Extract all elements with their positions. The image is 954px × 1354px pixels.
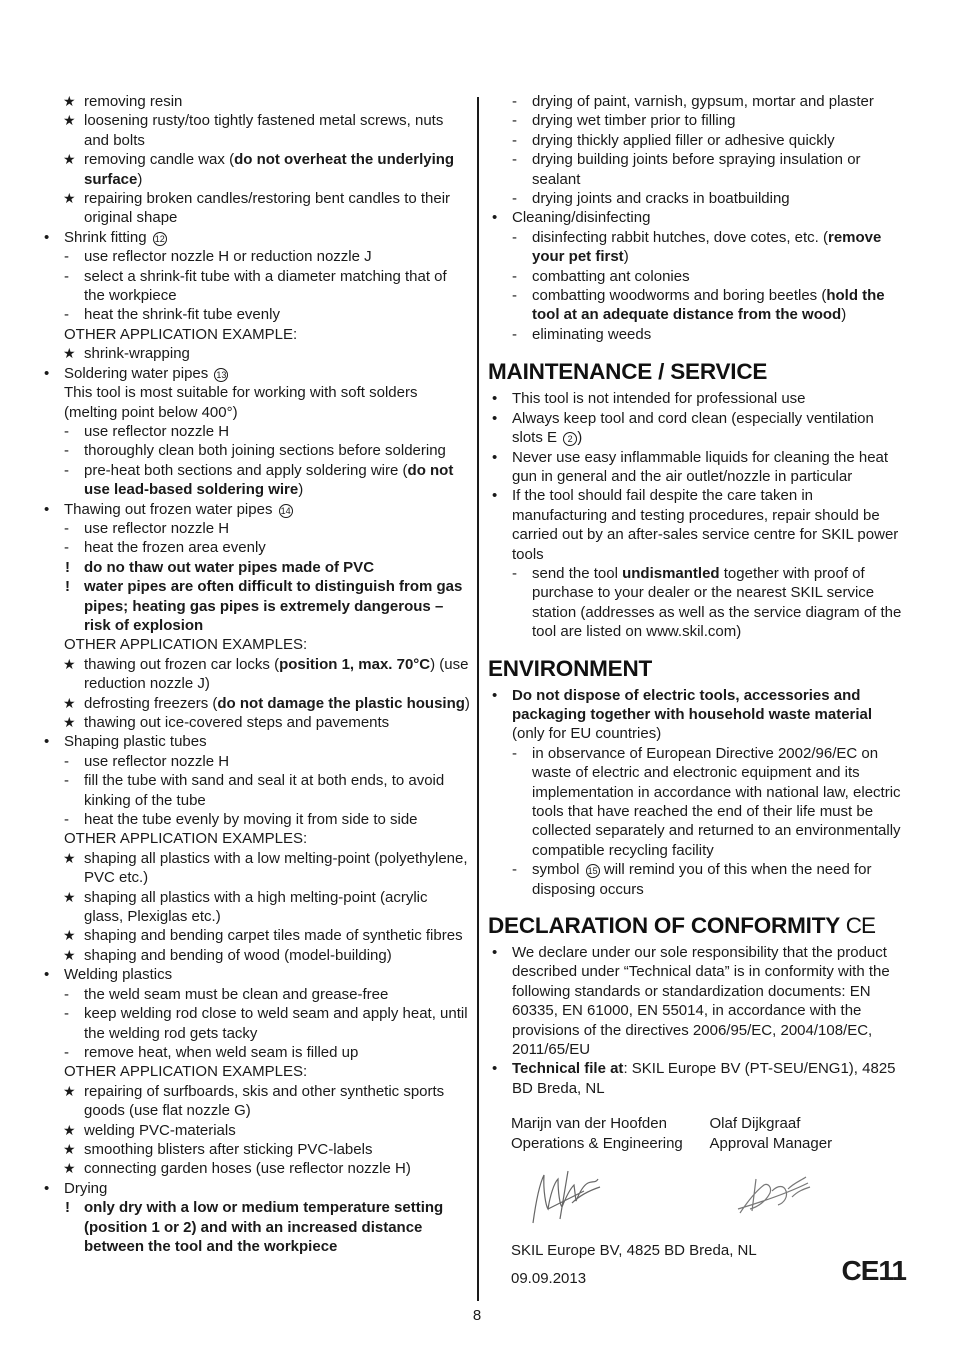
item-text: in observance of European Directive 2002/96/EC on waste of electric and electronic equipment and its implementation in accordance with national law, electric tools that have reached the end of their life must be collected separately and returned to an environmentally compatible recycling facility: [532, 744, 901, 859]
declaration-heading: [488, 912, 908, 940]
list-item: [40, 1004, 470, 1043]
item-text: remove your pet first: [532, 228, 882, 266]
list-marker: •: [492, 409, 498, 427]
item-text: use reflector nozzle H: [84, 519, 230, 537]
figure-number: 12: [154, 233, 165, 244]
item-text: combatting ant colonies: [532, 267, 690, 285]
item-text: Technical file at: [512, 1060, 624, 1078]
signatures: [488, 1161, 908, 1241]
item-text: Do not dispose of electric tools, accessories and packaging together with household waste material: [512, 686, 873, 723]
signatory-2-name: Olaf Dijkgraaf: [709, 1115, 801, 1133]
item-text: Shrink fitting: [64, 228, 147, 246]
list-item: [40, 383, 470, 422]
item-text: thoroughly clean both joining sections before soldering: [84, 442, 446, 460]
list-marker: •: [44, 966, 50, 984]
list-item: [40, 538, 470, 557]
drying-continued-list: [488, 92, 908, 344]
item-text: position 1, max. 70°C: [279, 655, 431, 673]
item-text: ): [623, 248, 629, 266]
list-item: [40, 1082, 470, 1121]
list-item: [40, 461, 470, 500]
item-text: pre-heat both sections and apply soldering wire (: [84, 461, 408, 479]
list-item: [40, 1159, 470, 1178]
ce-mark: CE: [845, 913, 875, 939]
list-marker: ★: [63, 714, 76, 730]
item-text: repairing of surfboards, skis and other synthetic sports goods (use flat nozzle G): [84, 1082, 445, 1120]
item-text: Drying: [64, 1179, 108, 1197]
list-item: [40, 635, 470, 654]
item-text: OTHER APPLICATION EXAMPLES:: [64, 1063, 308, 1081]
item-text: combatting woodworms and boring beetles (: [532, 287, 827, 305]
list-marker: ★: [63, 694, 76, 711]
list-marker: !: [65, 558, 70, 576]
list-item: [488, 486, 908, 564]
list-marker: ★: [63, 345, 76, 362]
list-marker: •: [492, 944, 498, 962]
item-text: do not damage the plastic housing: [217, 694, 465, 712]
list-marker: •: [44, 733, 50, 751]
list-marker: -: [512, 93, 517, 110]
list-item: [40, 189, 470, 228]
list-marker: ★: [63, 849, 76, 866]
list-item: [488, 111, 908, 130]
list-item: [40, 713, 470, 732]
item-text: eliminating weeds: [532, 325, 652, 343]
signature-2: [738, 1177, 810, 1213]
item-text: shaping all plastics with a high melting-point (acrylic glass, Plexiglas etc.): [84, 888, 428, 926]
list-marker: !: [65, 578, 70, 596]
item-text: removing candle wax (: [84, 151, 235, 169]
column-divider: [477, 97, 479, 1301]
signatory-1-name: Marijn van der Hoofden: [511, 1115, 667, 1133]
list-item: [40, 111, 470, 150]
list-marker: -: [512, 744, 517, 762]
list-item: [40, 771, 470, 810]
list-marker: -: [512, 564, 517, 582]
list-item: [488, 267, 908, 286]
item-text: heat the tube evenly by moving it from side to side: [84, 811, 418, 829]
list-marker: ★: [63, 888, 76, 905]
list-marker: -: [512, 228, 517, 246]
list-marker: -: [64, 985, 69, 1003]
item-text: ) (use reduction nozzle J): [84, 655, 469, 693]
list-item: [40, 267, 470, 306]
item-text: fill the tube with sand and seal it at both ends, to avoid kinking of the tube: [84, 772, 445, 809]
item-text: will remind you of this when the need for disposing occurs: [532, 861, 872, 898]
item-text: (only for EU countries): [512, 725, 662, 743]
item-text: repairing broken candles/restoring bent candles to their original shape: [84, 190, 451, 227]
list-marker: -: [64, 422, 69, 440]
list-marker: -: [64, 306, 69, 324]
list-item: [488, 564, 908, 642]
list-item: [40, 441, 470, 460]
list-item: [488, 150, 908, 189]
list-item: [40, 829, 470, 848]
item-text: drying wet timber prior to filling: [532, 112, 736, 130]
list-marker: ★: [63, 151, 76, 168]
item-text: shaping and bending of wood (model-building): [84, 946, 392, 964]
item-text: symbol: [532, 861, 580, 879]
date-row: [488, 1254, 908, 1288]
item-text: We declare under our sole responsibility that the product described under “Technical data” is in conformity with the following standards or standardization documents: EN 60335, EN 61000, EN 55014, in accordance with the provisions of the directives 2006/95/EC, 2004/108/EC, 2011/65/EU: [512, 944, 890, 1059]
item-text: drying of paint, varnish, gypsum, mortar and plaster: [532, 93, 874, 110]
list-item: [488, 686, 908, 744]
list-item: [40, 926, 470, 945]
list-marker: •: [44, 500, 50, 518]
item-text: loosening rusty/too tightly fastened metal screws, nuts and bolts: [84, 112, 444, 149]
item-text: ): [137, 170, 143, 188]
item-text: drying thickly applied filler or adhesive quickly: [532, 131, 835, 149]
item-text: thawing out ice-covered steps and pavements: [84, 714, 390, 731]
item-text: do no thaw out water pipes made of PVC: [84, 558, 375, 576]
list-marker: •: [492, 448, 498, 466]
list-marker: -: [64, 772, 69, 790]
list-marker: -: [512, 267, 517, 285]
signature-1: [533, 1171, 600, 1223]
list-item: [488, 389, 908, 408]
list-item: [40, 577, 470, 635]
item-text: Never use easy inflammable liquids for cleaning the heat gun in general and the air outlet/nozzle in particular: [512, 448, 889, 485]
item-text: : SKIL Europe BV (PT-SEU/ENG1), 4825 BD Breda, NL: [512, 1060, 896, 1097]
signatory-1-role: Operations & Engineering: [511, 1134, 683, 1152]
list-item: [40, 558, 470, 577]
item-text: ): [841, 306, 847, 324]
list-marker: -: [512, 151, 517, 169]
list-marker: ★: [63, 927, 76, 944]
declaration-heading-text: DECLARATION OF CONFORMITY: [488, 913, 840, 939]
list-marker: -: [64, 519, 69, 537]
list-marker: •: [492, 487, 498, 505]
environment-list: [488, 686, 908, 899]
item-text: send the tool: [532, 564, 623, 582]
item-text: ): [464, 694, 470, 712]
list-marker: !: [65, 1199, 70, 1217]
list-item: [488, 189, 908, 208]
list-item: [40, 364, 470, 383]
list-item: [40, 946, 470, 965]
list-marker: ★: [63, 93, 76, 109]
list-item: [40, 1179, 470, 1198]
item-text: thawing out frozen car locks (: [84, 655, 280, 673]
list-marker: -: [64, 442, 69, 460]
item-text: disinfecting rabbit hutches, dove cotes, etc. (: [532, 228, 828, 246]
list-item: [40, 519, 470, 538]
item-text: keep welding rod close to weld seam and apply heat, until the welding rod gets tacky: [84, 1005, 468, 1042]
item-text: Soldering water pipes: [64, 364, 209, 382]
list-item: [40, 247, 470, 266]
environment-heading: ENVIRONMENT: [488, 655, 653, 681]
item-text: use reflector nozzle H: [84, 752, 230, 770]
list-item: [488, 943, 908, 1059]
list-item: [488, 208, 908, 227]
signatures-svg: [488, 1161, 908, 1241]
item-text: If the tool should fail despite the care taken in manufacturing and testing procedures, repair should be carried out by an after-sales service centre for SKIL power tools: [512, 487, 899, 563]
list-item: [488, 228, 908, 267]
item-text: use reflector nozzle H or reduction nozzle J: [84, 248, 372, 266]
item-text: Cleaning/disinfecting: [512, 209, 651, 227]
item-text: removing resin: [84, 93, 183, 110]
list-marker: -: [512, 190, 517, 208]
signatory-2: [710, 1114, 909, 1153]
item-text: ): [577, 429, 583, 447]
list-item: [40, 694, 470, 713]
item-text: heat the frozen area evenly: [84, 539, 266, 557]
item-text: remove heat, when weld seam is filled up: [84, 1043, 359, 1061]
list-marker: •: [44, 228, 50, 246]
item-text: shaping and bending carpet tiles made of synthetic fibres: [84, 927, 463, 945]
item-text: Always keep tool and cord clean (especially ventilation slots E: [512, 409, 874, 447]
list-item: [40, 305, 470, 324]
item-text: ): [298, 481, 304, 499]
figure-number: 14: [280, 505, 291, 516]
list-marker: -: [64, 752, 69, 770]
item-text: Thawing out frozen water pipes: [64, 500, 273, 518]
list-item: [488, 448, 908, 487]
list-item: [488, 131, 908, 150]
item-text: do not overheat the underlying surface: [84, 151, 455, 188]
list-item: [488, 286, 908, 325]
list-marker: -: [64, 267, 69, 285]
list-marker: •: [44, 1179, 50, 1197]
item-text: heat the shrink-fit tube evenly: [84, 306, 280, 324]
list-item: [40, 150, 470, 189]
item-text: water pipes are often difficult to distinguish from gas pipes; heating gas pipes is extremely dangerous – risk of explosion: [84, 578, 463, 634]
list-marker: ★: [63, 1160, 76, 1177]
list-marker: ★: [63, 190, 76, 207]
list-marker: •: [492, 686, 498, 704]
item-text: undismantled: [622, 564, 720, 582]
item-text: together with proof of purchase to your dealer or the nearest SKIL service station (addresses as well as the service diagram of the tool are listed on www.skil.com): [532, 564, 902, 641]
item-text: select a shrink-fit tube with a diameter matching that of the workpiece: [84, 267, 447, 305]
list-marker: -: [64, 811, 69, 829]
list-marker: ★: [63, 1121, 76, 1138]
list-item: [40, 732, 470, 751]
list-item: [40, 655, 470, 694]
list-item: [40, 985, 470, 1004]
list-marker: •: [492, 209, 498, 227]
list-item: [40, 810, 470, 829]
declaration-date: 09.09.2013: [511, 1269, 587, 1287]
list-marker: -: [512, 112, 517, 130]
item-text: the weld seam must be clean and grease-free: [84, 985, 389, 1003]
item-text: defrosting freezers (: [84, 694, 218, 712]
item-text: smoothing blisters after sticking PVC-labels: [84, 1140, 373, 1158]
maintenance-list: [488, 389, 908, 641]
list-marker: -: [512, 287, 517, 305]
ce-code-mark: CE11: [841, 1254, 906, 1286]
figure-number: 15: [587, 866, 598, 877]
item-text: shrink-wrapping: [84, 345, 190, 363]
signatory-1: [511, 1114, 710, 1153]
item-text: This tool is most suitable for working with soft solders (melting point below 400°): [64, 384, 418, 421]
list-item: [40, 888, 470, 927]
item-text: drying joints and cracks in boatbuilding: [532, 190, 790, 208]
list-item: [40, 500, 470, 519]
item-text: Shaping plastic tubes: [64, 733, 207, 751]
item-text: connecting garden hoses (use reflector nozzle H): [84, 1160, 411, 1178]
list-item: [40, 1121, 470, 1140]
list-item: [40, 752, 470, 771]
list-marker: ★: [63, 112, 76, 129]
list-item: [40, 849, 470, 888]
list-item: [488, 1059, 908, 1098]
item-text: do not use lead-based soldering wire: [84, 461, 454, 499]
list-marker: •: [44, 364, 50, 382]
item-text: only dry with a low or medium temperature setting (position 1 or 2) and with an increased distance between the tool and the workpiece: [84, 1199, 444, 1255]
list-item: [40, 344, 470, 363]
list-marker: -: [512, 861, 517, 879]
list-marker: ★: [63, 655, 76, 672]
figure-number: 2: [563, 432, 577, 446]
item-text: shaping all plastics with a low melting-point (polyethylene, PVC etc.): [84, 849, 468, 887]
signatory-2-role: Approval Manager: [709, 1134, 833, 1152]
signatories: [488, 1114, 908, 1153]
item-text: hold the tool at an adequate distance from the wood: [532, 287, 885, 324]
list-marker: -: [64, 1005, 69, 1023]
list-item: [40, 1043, 470, 1062]
list-item: [40, 325, 470, 344]
figure-number: 13: [216, 369, 227, 380]
list-marker: •: [492, 390, 498, 408]
list-item: [40, 965, 470, 984]
list-marker: ★: [63, 1082, 76, 1099]
list-marker: ★: [63, 946, 76, 963]
list-item: [488, 409, 908, 448]
left-column: [40, 92, 470, 1256]
list-marker: -: [512, 131, 517, 149]
list-item: [40, 1062, 470, 1081]
list-marker: -: [64, 248, 69, 266]
item-text: OTHER APPLICATION EXAMPLES:: [64, 636, 308, 654]
maintenance-heading: MAINTENANCE / SERVICE: [488, 359, 768, 385]
item-text: welding PVC-materials: [84, 1121, 236, 1139]
page-number: 8: [472, 1307, 482, 1324]
item-text: OTHER APPLICATION EXAMPLE:: [64, 325, 298, 343]
list-marker: -: [64, 539, 69, 557]
list-marker: -: [64, 461, 69, 479]
company-line: SKIL Europe BV, 4825 BD Breda, NL: [511, 1242, 757, 1260]
list-item: [40, 1198, 470, 1256]
list-marker: ★: [63, 1140, 76, 1157]
list-item: [488, 744, 908, 860]
list-item: [488, 92, 908, 111]
list-item: [40, 228, 470, 247]
list-item: [40, 92, 470, 111]
list-marker: -: [512, 325, 517, 343]
item-text: Welding plastics: [64, 966, 173, 984]
right-column: [488, 92, 908, 1288]
item-text: drying building joints before spraying insulation or sealant: [532, 151, 861, 188]
list-item: [40, 422, 470, 441]
item-text: OTHER APPLICATION EXAMPLES:: [64, 830, 308, 848]
list-item: [40, 1140, 470, 1159]
list-item: [488, 325, 908, 344]
item-text: use reflector nozzle H: [84, 422, 230, 440]
item-text: This tool is not intended for professional use: [512, 390, 806, 408]
list-marker: -: [64, 1043, 69, 1061]
list-item: [488, 860, 908, 899]
list-marker: •: [492, 1060, 498, 1078]
declaration-list: [488, 943, 908, 1098]
